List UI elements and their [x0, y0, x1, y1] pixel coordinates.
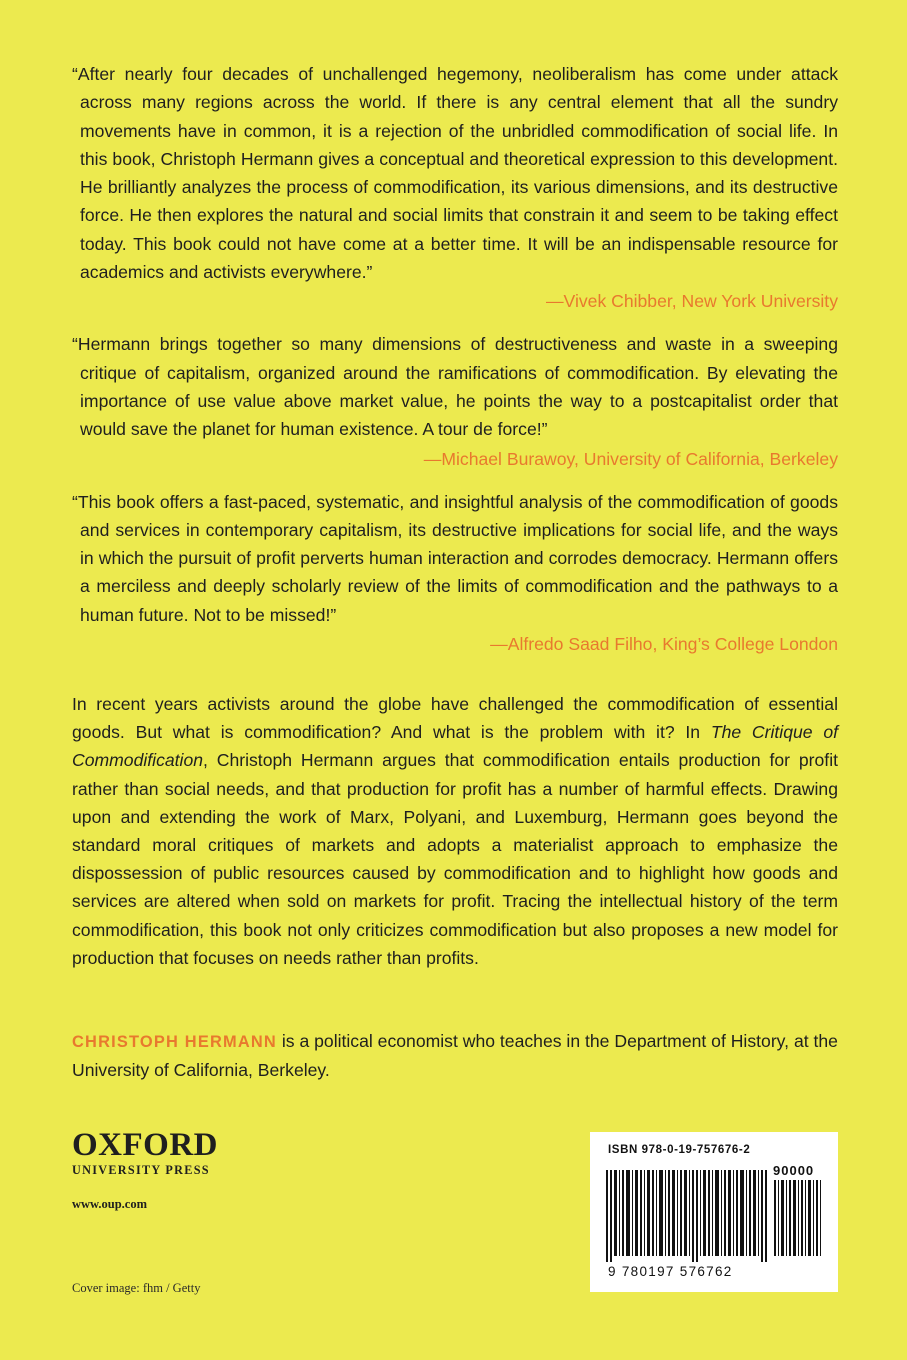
publisher-subtitle: UNIVERSITY PRESS [72, 1163, 210, 1177]
publisher-logo [72, 1128, 218, 1178]
review-quote: “This book offers a fast-paced, systematic, and insightful analysis of the commodification of goods and services in contemporary capitalism, its destructive implications for social life, and the ways in which the pursuit of profit perverts human interaction and corrodes democracy. Hermann offers a merciless and deeply scholarly review of the limits of commodification and the pathways to a human future. Not to be missed!” [72, 491, 838, 625]
review-quote: “After nearly four decades of unchallenged hegemony, neoliberalism has come under attack across many regions across the world. If there is any central element that all the sundry movements have in common, it is a rejection of the unbridled commodification of social life. In this book, Christoph Hermann gives a conceptual and theoretical expression to this development. He brilliantly analyzes the process of commodification, its various dimensions, and its destructive force. He then explores the natural and social limits that constrain it and seem to be taking effect today. This book could not have come at a better time. It will be an indispensable resource for academics and activists everywhere.” [72, 64, 838, 283]
barcode-icon [606, 1170, 826, 1266]
book-description [72, 690, 838, 972]
cover-image-credit: Cover image: fhm / Getty [72, 1281, 201, 1295]
review-quote: “Hermann brings together so many dimensions of destructiveness and waste in a sweeping critique of capitalism, organized around the ramifications of commodification. By elevating the importance of use value above market value, he points the way to a postcapitalist order that would save the planet for human existence. A tour de force!” [72, 334, 838, 440]
review-2 [72, 330, 838, 472]
price-code: 90000 [773, 1163, 815, 1178]
review-1 [72, 60, 838, 315]
isbn-label: ISBN 978-0-19-757676-2 [608, 1144, 751, 1156]
review-attribution: —Vivek Chibber, New York University [545, 291, 838, 312]
review-attribution: —Michael Burawoy, University of California, Berkeley [423, 448, 838, 469]
ean-digits: 9 780197 576762 [608, 1264, 733, 1279]
barcode-panel [590, 1132, 838, 1292]
description-part-1: In recent years activists around the globe have challenged the commodification of essential goods. But what is commodification? And what is the problem with it? In [72, 694, 838, 743]
book-title: The Critique of Commodification [72, 722, 839, 771]
author-bio [72, 1027, 838, 1084]
reviews-section [72, 60, 838, 673]
publisher-url[interactable]: www.oup.com [72, 1197, 148, 1211]
publisher-name: OXFORD [72, 1127, 218, 1163]
review-attribution: —Alfredo Saad Filho, King’s College London [490, 634, 838, 655]
review-3 [72, 488, 838, 658]
author-name: CHRISTOPH HERMANN [72, 1033, 277, 1051]
author-bio-text: is a political economist who teaches in the Department of History, at the University of California, Berkeley. [72, 1031, 838, 1081]
description-part-2: , Christoph Hermann argues that commodification entails production for profit rather than social needs, and that production for profit has a number of harmful effects. Drawing upon and extending the work of Marx, Polyani, and Luxemburg, Hermann goes beyond the standard moral critiques of markets and adopts a materialist approach to emphasize the dispossession of public resources caused by commodification and to highlight how goods and services are altered when sold on markets for profit. Tracing the intellectual history of the term commodification, this book not only criticizes commodification but also proposes a new model for production that focuses on needs rather than profits. [72, 750, 838, 968]
